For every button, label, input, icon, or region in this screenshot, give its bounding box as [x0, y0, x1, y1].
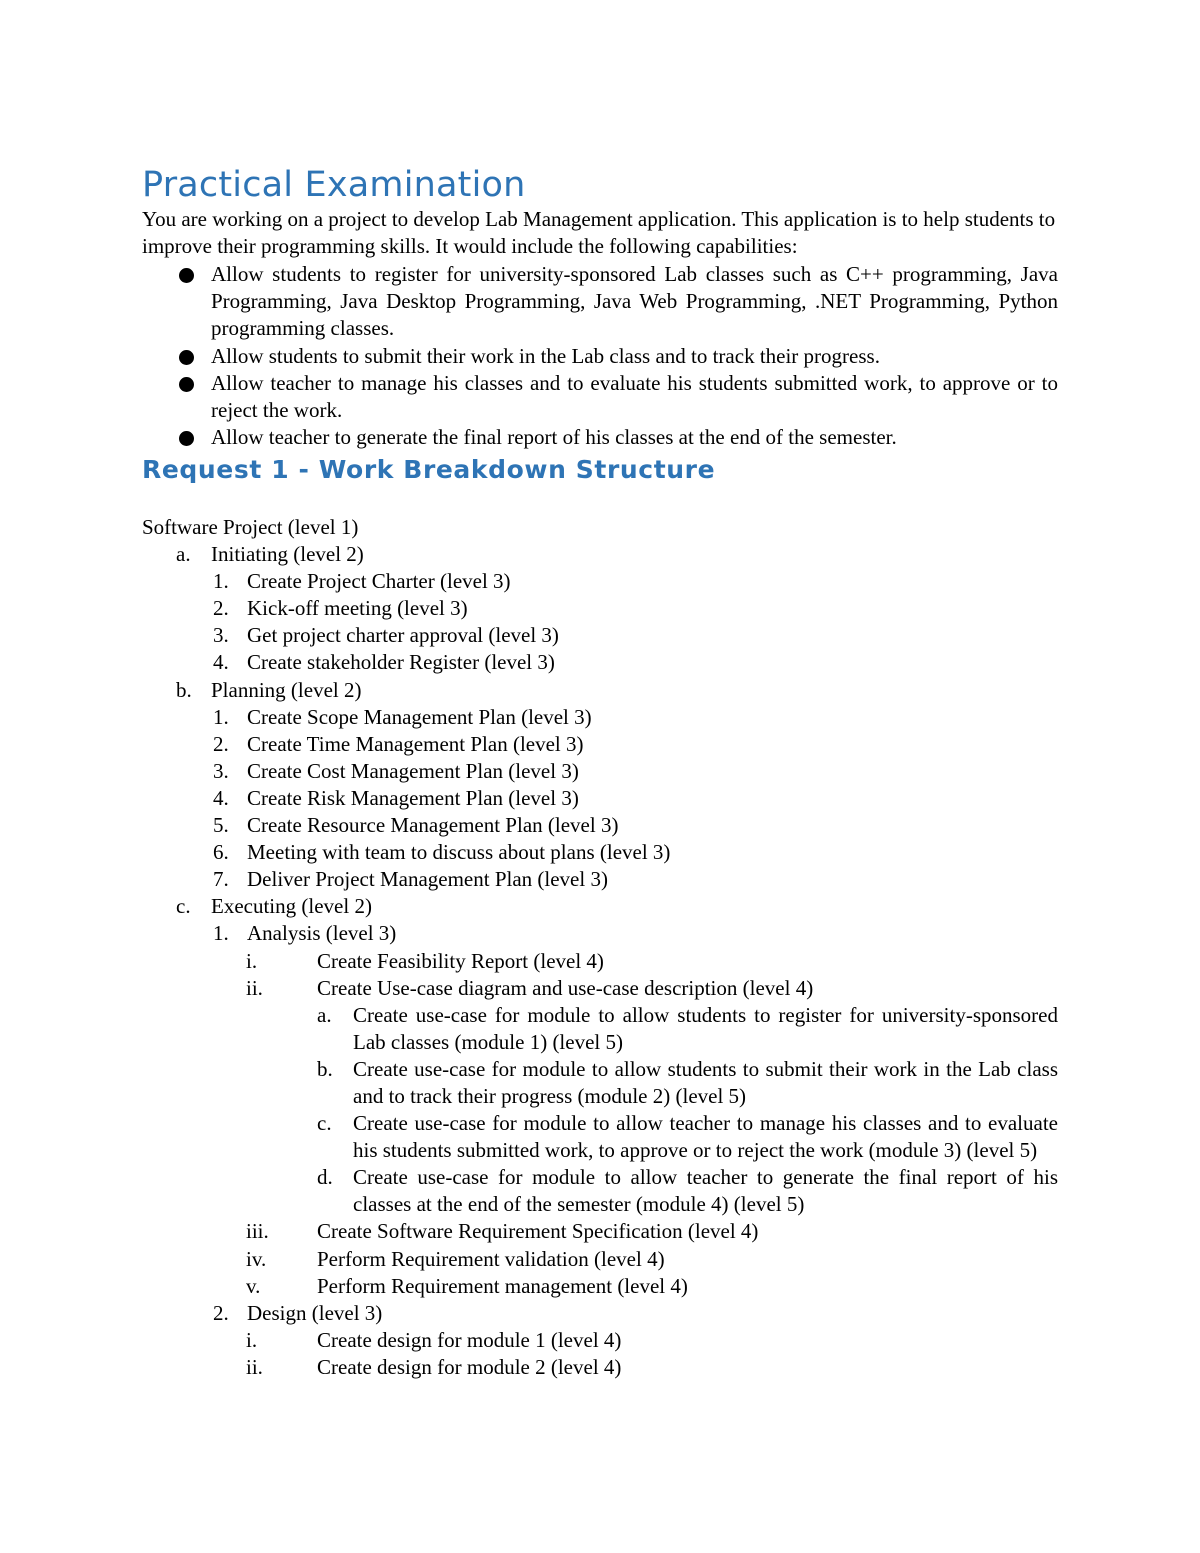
intro-paragraph: You are working on a project to develop Lab Management application. This application is to help students to improve their programming skills. It would include the following capabilities: [142, 207, 1056, 259]
wbs-task: 6. Meeting with team to discuss about plans (level 3) [213, 840, 671, 865]
bullet-icon [179, 431, 194, 446]
page-title: Practical Examination [142, 165, 526, 205]
wbs-subtask: iii. Create Software Requirement Specification (level 4) [246, 1219, 759, 1244]
wbs-phase-initiating: a. Initiating (level 2) [176, 542, 364, 567]
wbs-task-design: 2. Design (level 3) [213, 1300, 383, 1325]
section-heading: Request 1 - Work Breakdown Structure [142, 455, 716, 484]
wbs-phase-executing: c. Executing (level 2) [176, 894, 372, 919]
list-item: Allow students to register for university-sponsored Lab classes such as C++ programming, Java Programming, Java Desktop Programming, Java Web Programming, .NET Programming, Python programming classes. [142, 261, 1058, 343]
wbs-subtask: iv. Perform Requirement validation (level 4) [246, 1246, 665, 1271]
wbs-module-item: d. Create use-case for module to allow teacher to generate the final report of his classes at the end of the semester (module 4) (level 5) [317, 1165, 1058, 1217]
wbs-subtask: i. Create Feasibility Report (level 4) [246, 948, 604, 973]
wbs-task: 2. Kick-off meeting (level 3) [213, 596, 468, 621]
wbs-task: 1. Create Scope Management Plan (level 3) [213, 704, 592, 729]
wbs-subtask: i. Create design for module 1 (level 4) [246, 1327, 622, 1352]
wbs-subtask: v. Perform Requirement management (level 4) [246, 1273, 688, 1298]
capabilities-list [142, 261, 1058, 451]
wbs-task: 7. Deliver Project Management Plan (level 3) [213, 867, 608, 892]
wbs-module-item: b. Create use-case for module to allow students to submit their work in the Lab class and to track their progress (module 2) (level 5) [317, 1056, 1058, 1108]
wbs-task: 4. Create Risk Management Plan (level 3) [213, 785, 579, 810]
list-item: Allow students to submit their work in the Lab class and to track their progress. [142, 343, 1058, 370]
wbs-subtask: ii. Create Use-case diagram and use-case description (level 4) [246, 975, 814, 1000]
wbs-task: 5. Create Resource Management Plan (level 3) [213, 813, 619, 838]
wbs-module-item: a. Create use-case for module to allow students to register for university-sponsored Lab classes (module 1) (level 5) [317, 1002, 1058, 1054]
wbs-subtask: ii. Create design for module 2 (level 4) [246, 1354, 622, 1379]
wbs-module-item: c. Create use-case for module to allow teacher to manage his classes and to evaluate his students submitted work, to approve or to reject the work (module 3) (level 5) [317, 1111, 1058, 1163]
wbs-task: 1. Create Project Charter (level 3) [213, 569, 511, 594]
wbs-task: 4. Create stakeholder Register (level 3) [213, 650, 555, 675]
wbs-task: 2. Create Time Management Plan (level 3) [213, 731, 584, 756]
list-item: Allow teacher to generate the final report of his classes at the end of the semester. [142, 424, 1058, 451]
wbs-task: 3. Get project charter approval (level 3) [213, 623, 559, 648]
bullet-icon [179, 350, 194, 365]
wbs-outline [142, 514, 1058, 1381]
wbs-task: 3. Create Cost Management Plan (level 3) [213, 758, 579, 783]
wbs-task-analysis: 1. Analysis (level 3) [213, 921, 397, 946]
wbs-root: Software Project (level 1) [142, 515, 359, 539]
list-item: Allow teacher to manage his classes and to evaluate his students submitted work, to approve or to reject the work. [142, 370, 1058, 424]
bullet-icon [179, 377, 194, 392]
bullet-icon [179, 268, 194, 283]
wbs-phase-planning: b. Planning (level 2) [176, 677, 362, 702]
